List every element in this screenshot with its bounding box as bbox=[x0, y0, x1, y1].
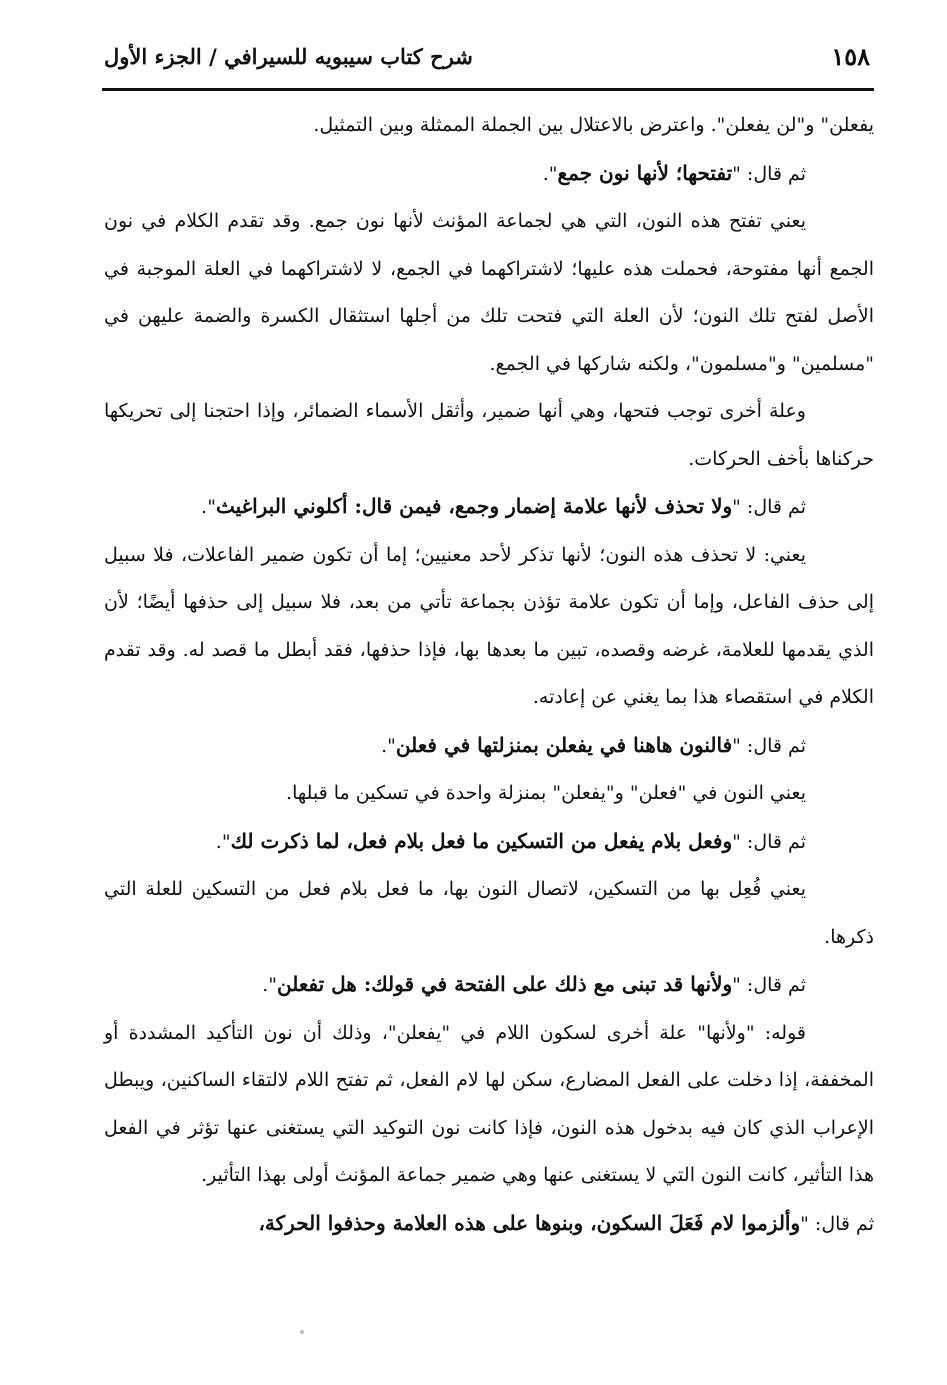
running-title: شرح كتاب سيبويه للسيرافي / الجزء الأول bbox=[104, 44, 473, 69]
paragraph-4: يعني: لا تحذف هذه النون؛ لأنها تذكر لأحد معنيين؛ إما أن تكون ضمير الفاعلات، فلا سبيل إلى حذف الفاعل، وإما أن تكون علامة تؤذن بجماعة تأتي من بعد، فلا سبيل إلى حذفها أيضًا؛ لأن الذي يقدمها للعلامة، غرضه وقصده، تبين ما بعدها بها، فإذا حذفها، فقد أبطل ما قصد له. وقد تقدم الكلام في استقصاء هذا بما يغني عن إعادته. bbox=[104, 543, 874, 708]
scan-speck bbox=[300, 1330, 304, 1334]
quote-6 bbox=[104, 1200, 874, 1249]
quote-2 bbox=[104, 483, 874, 532]
quote-1 bbox=[104, 150, 874, 199]
quote-4-text: وفعل بلام يفعل من التسكين ما فعل بلام فعل، لما ذكرت لك bbox=[230, 828, 733, 853]
quote-2-text: ولا تحذف لأنها علامة إضمار وجمع، فيمن قال: أكلوني البراغيث bbox=[215, 494, 733, 518]
quote-3 bbox=[104, 722, 874, 771]
paragraph-1: يفعلن" و"لن يفعلن". واعترض بالاعتلال بين الجملة الممثلة وبين التمثيل. bbox=[313, 114, 874, 136]
quote-1-prefix: ثم قال: " bbox=[732, 162, 806, 185]
paragraph-7: قوله: "ولأنها" علة أخرى لسكون اللام في "يفعلن"، وذلك أن نون التأكيد المشددة أو المخففة، إذا دخلت على الفعل المضارع، سكن لها لام الفعل، ثم تفتح اللام لالتقاء الساكنين، ويبطل الإعراب الذي كان فيه بدخول هذه النون، فإذا كانت نون التوكيد التي يستغنى عنها تؤثر في الفعل هذا التأثير، كانت النون التي لا يستغنى عنها وهي ضمير جماعة المؤنث أولى بهذا التأثير. bbox=[104, 1021, 874, 1186]
paragraph-5: يعني النون في "فعلن" و"يفعلن" بمنزلة واحدة في تسكين ما قبلها. bbox=[286, 782, 806, 804]
quote-3-text: فالنون هاهنا في يفعلن بمنزلتها في فعلن bbox=[395, 732, 733, 757]
page-body bbox=[104, 102, 874, 1248]
quote-3-suffix: ". bbox=[381, 734, 396, 757]
quote-5-suffix: ". bbox=[262, 974, 278, 996]
quote-4-suffix: ". bbox=[215, 830, 231, 853]
page-number: ١٥٨ bbox=[831, 42, 870, 71]
paragraph-3: وعلة أخرى توجب فتحها، وهي أنها ضمير، وأثقل الأسماء الضمائر، وإذا احتجنا إلى تحريكها حركناها بأخف الحركات. bbox=[104, 400, 874, 470]
quote-5 bbox=[104, 961, 874, 1010]
quote-4 bbox=[104, 818, 874, 867]
header-divider bbox=[102, 88, 874, 91]
quote-6-prefix: ثم قال: " bbox=[800, 1212, 874, 1235]
quote-3-prefix: ثم قال: " bbox=[732, 734, 806, 757]
paragraph-6: يعني فُعِل بها من التسكين، لاتصال النون بها، ما فعل بلام فعل من التسكين للعلة التي ذكرها. bbox=[104, 878, 874, 948]
quote-2-prefix: ثم قال: " bbox=[732, 496, 806, 518]
quote-1-suffix: ". bbox=[542, 162, 558, 185]
quote-4-prefix: ثم قال: " bbox=[732, 830, 806, 853]
quote-6-text: وألزموا لام فَعَلَ السكون، وبنوها على هذه العلامة وحذفوا الحركة، bbox=[258, 1210, 801, 1235]
paragraph-2: يعني تفتح هذه النون، التي هي لجماعة المؤنث لأنها نون جمع. وقد تقدم الكلام في نون الجمع أنها مفتوحة، فحملت هذه عليها؛ لاشتراكهما في الجمع، لا لاشتراكهما في العلة الموجبة في الأصل لفتح تلك النون؛ لأن العلة التي فتحت تلك من أجلها استثقال الكسرة والضمة عليهن في "مسلمين" و"مسلمون"، ولكنه شاركها في الجمع. bbox=[104, 210, 874, 375]
quote-2-suffix: ". bbox=[201, 496, 216, 518]
quote-1-text: تفتحها؛ لأنها نون جمع bbox=[557, 160, 733, 185]
quote-5-text: ولأنها قد تبنى مع ذلك على الفتحة في قولك: هل تفعلن bbox=[277, 972, 733, 996]
quote-5-prefix: ثم قال: " bbox=[732, 974, 806, 996]
page-header bbox=[100, 38, 876, 88]
